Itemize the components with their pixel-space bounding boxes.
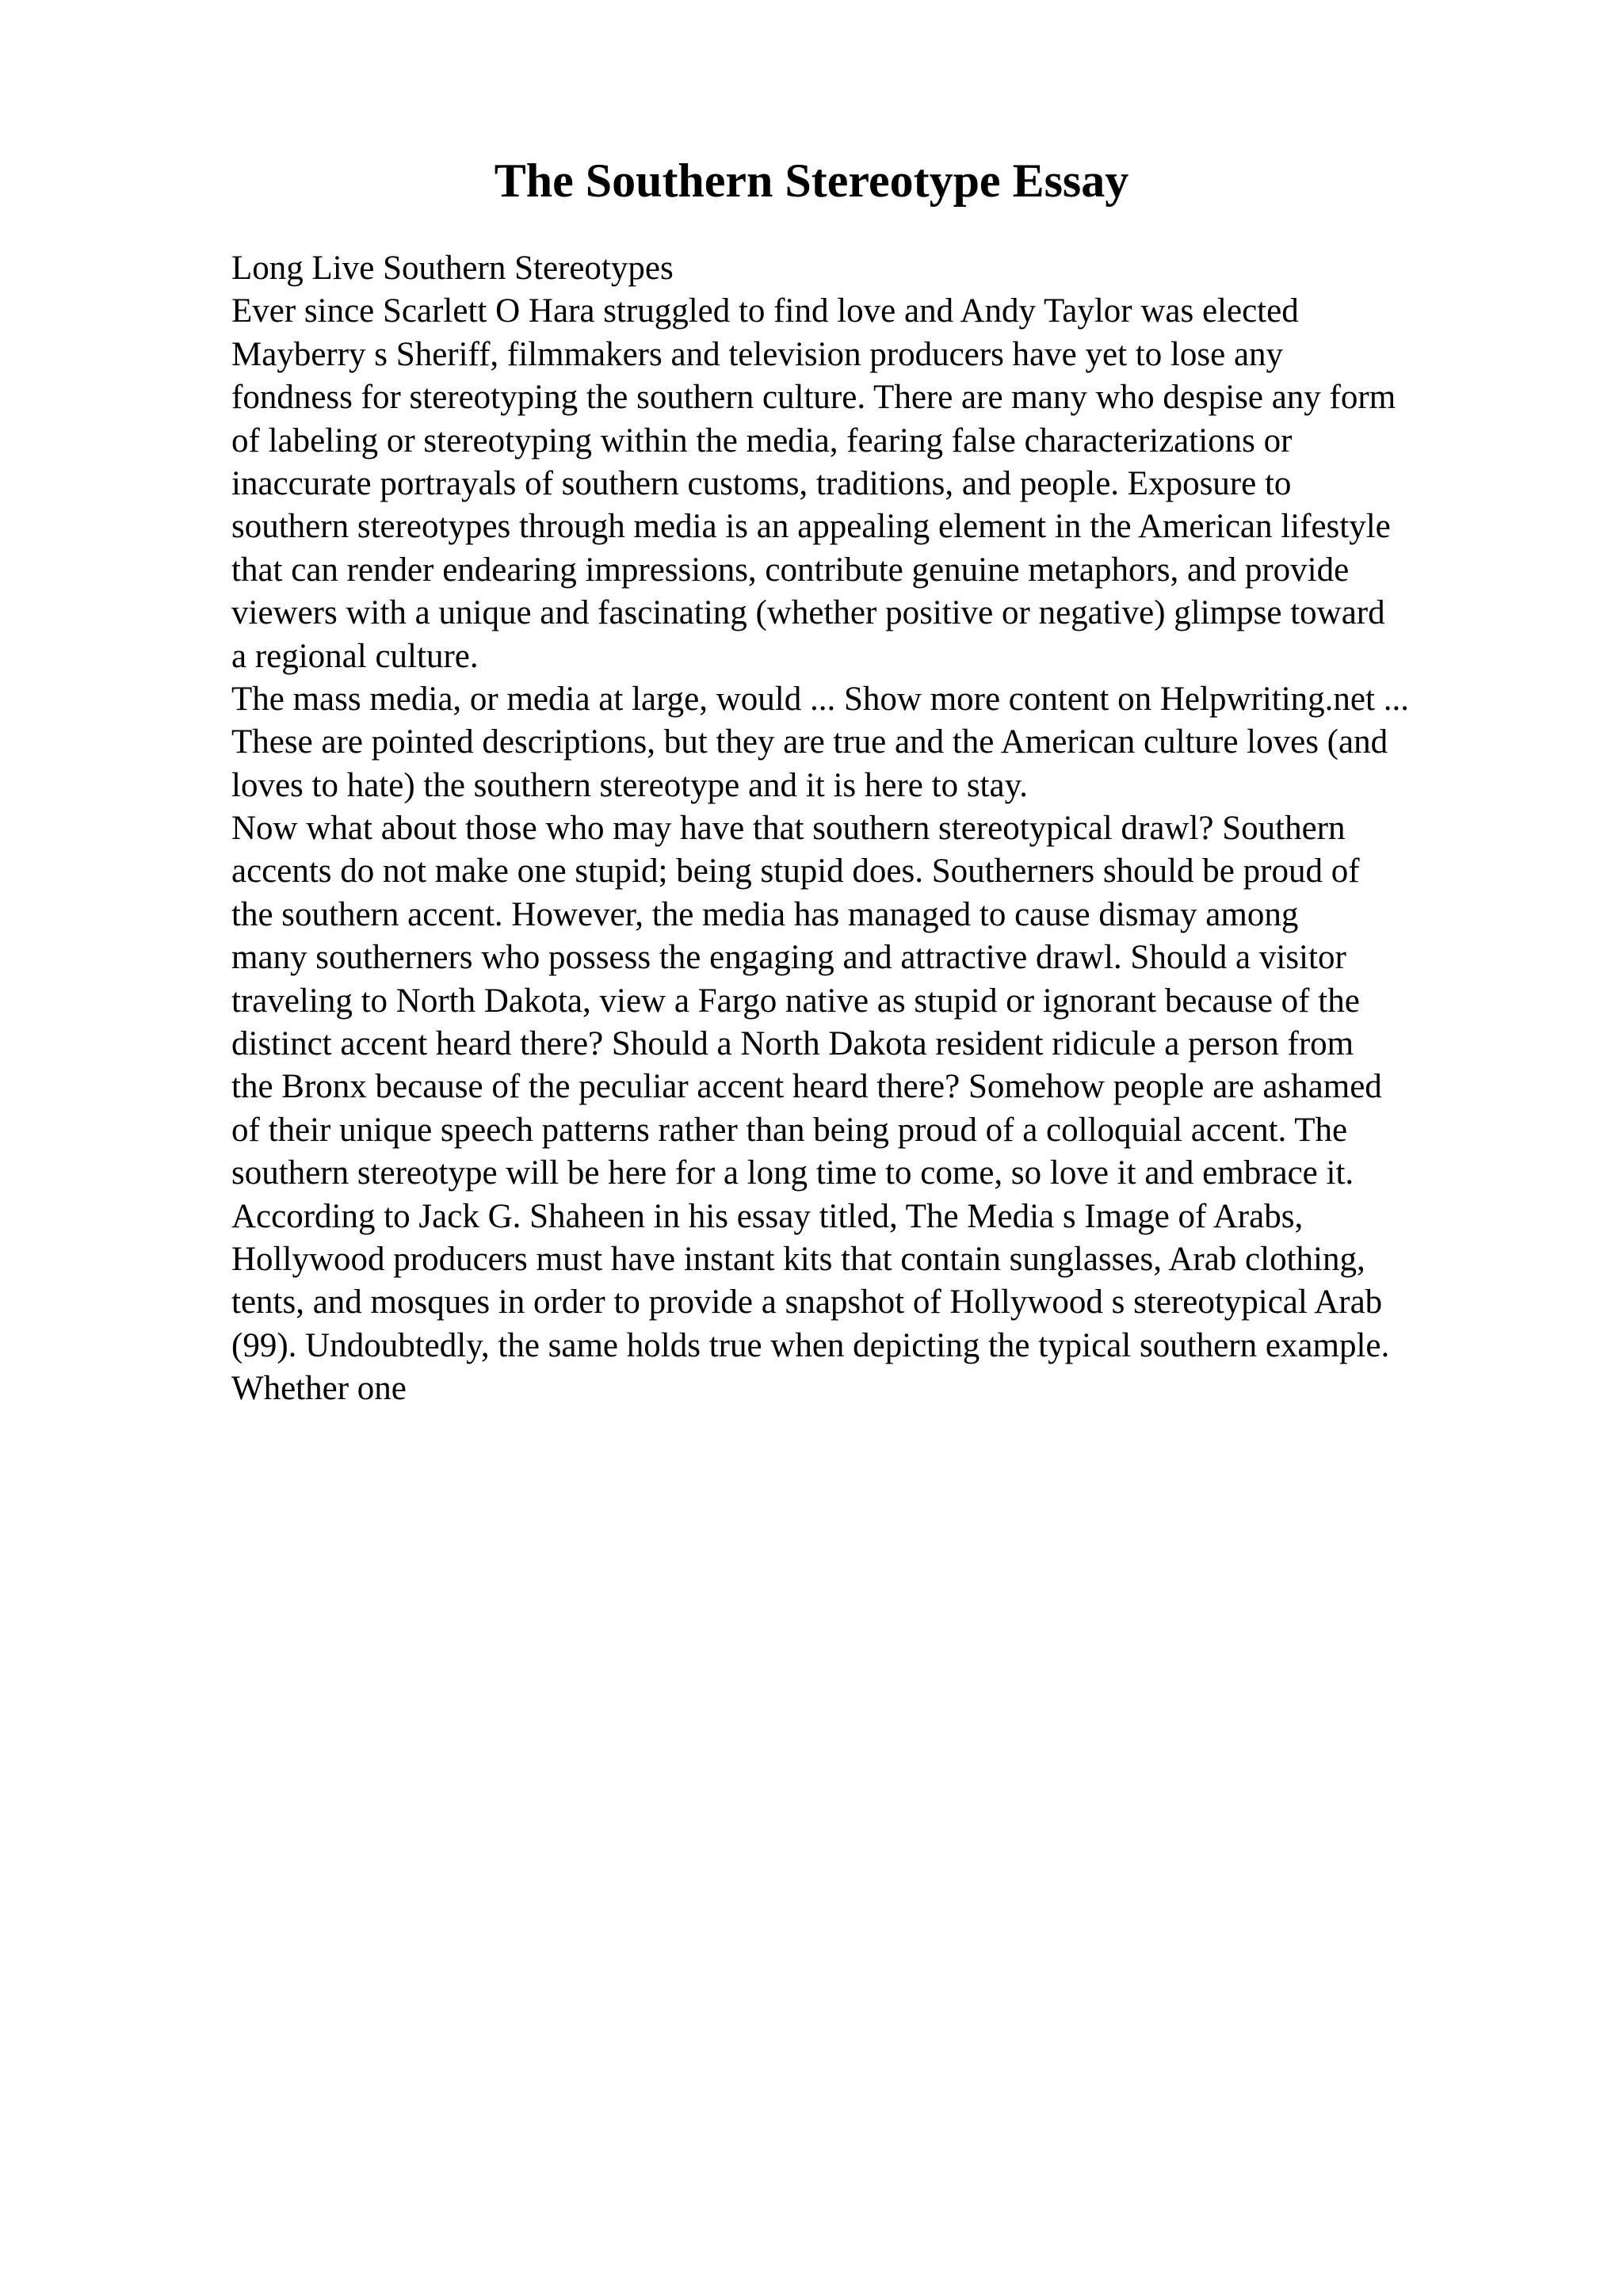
- essay-line: Hollywood producers must have instant kits that contain sunglasses, Arab clothing,: [231, 1240, 1365, 1278]
- essay-line: viewers with a unique and fascinating (whether positive or negative) glimpse toward: [231, 594, 1385, 632]
- essay-line: tents, and mosques in order to provide a snapshot of Hollywood s stereotypical Arab: [231, 1283, 1383, 1322]
- essay-line: fondness for stereotyping the southern culture. There are many who despise any form: [231, 379, 1396, 417]
- essay-line: of labeling or stereotyping within the media, fearing false characterizations or: [231, 421, 1293, 460]
- document-title: The Southern Stereotype Essay: [494, 154, 1129, 207]
- essay-line: of their unique speech patterns rather than being proud of a colloquial accent. The: [231, 1111, 1348, 1149]
- essay-line: southern stereotype will be here for a long time to come, so love it and embrace it.: [231, 1154, 1354, 1192]
- essay-line: distinct accent heard there? Should a North Dakota resident ridicule a person from: [231, 1025, 1354, 1063]
- essay-line: The mass media, or media at large, would ... Show more content on Helpwriting.net ...: [231, 680, 1409, 718]
- essay-line: traveling to North Dakota, view a Fargo native as stupid or ignorant because of the: [231, 982, 1360, 1020]
- essay-line: loves to hate) the southern stereotype and it is here to stay.: [231, 766, 1029, 804]
- essay-line: accents do not make one stupid; being stupid does. Southerners should be proud of: [231, 852, 1360, 891]
- essay-body: [231, 247, 1531, 1411]
- essay-line: many southerners who possess the engaging and attractive drawl. Should a visitor: [231, 939, 1346, 977]
- essay-line: inaccurate portrayals of southern customs, traditions, and people. Exposure to: [231, 464, 1292, 502]
- essay-line: the Bronx because of the peculiar accent heard there? Somehow people are ashamed: [231, 1068, 1382, 1106]
- essay-line: Mayberry s Sheriff, filmmakers and television producers have yet to lose any: [231, 335, 1284, 373]
- essay-line: a regional culture.: [231, 637, 479, 675]
- essay-line: southern stereotypes through media is an appealing element in the American lifestyle: [231, 508, 1391, 546]
- essay-line: Long Live Southern Stereotypes: [231, 250, 674, 287]
- essay-line: These are pointed descriptions, but they are true and the American culture loves (and: [231, 723, 1388, 761]
- essay-line: Ever since Scarlett O Hara struggled to find love and Andy Taylor was elected: [231, 292, 1299, 330]
- essay-line: that can render endearing impressions, contribute genuine metaphors, and provide: [231, 551, 1350, 589]
- essay-line: the southern accent. However, the media has managed to cause dismay among: [231, 895, 1299, 933]
- essay-line: According to Jack G. Shaheen in his essay titled, The Media s Image of Arabs,: [231, 1197, 1304, 1235]
- essay-line: Whether one: [231, 1370, 407, 1408]
- essay-line: Now what about those who may have that southern stereotypical drawl? Southern: [231, 810, 1346, 848]
- essay-line: (99). Undoubtedly, the same holds true when depicting the typical southern example.: [231, 1326, 1390, 1364]
